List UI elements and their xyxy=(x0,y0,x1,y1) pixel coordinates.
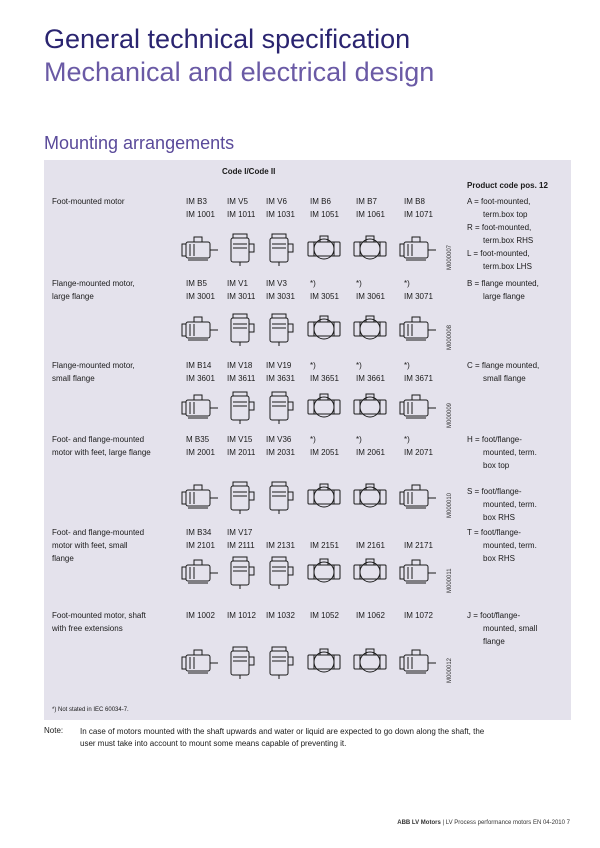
figure-code: M000009 xyxy=(447,402,453,428)
product-code-line: mounted, small xyxy=(483,624,538,633)
mounting-code-ii: IM 1031 xyxy=(266,210,295,219)
row-label: Foot-mounted motor xyxy=(52,197,125,206)
mounting-code-i: *) xyxy=(404,435,410,444)
figure-code: M000012 xyxy=(447,657,453,683)
product-code-line: J = foot/flange- xyxy=(467,611,521,620)
motor-diagram-icon xyxy=(304,312,344,346)
mounting-code-ii: IM 3061 xyxy=(356,292,385,301)
mounting-code-ii: IM 3051 xyxy=(310,292,339,301)
motor-diagram-icon xyxy=(304,645,344,679)
mounting-code-i: IM V15 xyxy=(227,435,253,444)
mounting-code-ii: IM 2101 xyxy=(186,541,215,550)
product-code-line: A = foot-mounted, xyxy=(467,197,531,206)
motor-diagram-icon xyxy=(180,645,220,679)
product-code-line: mounted, term. xyxy=(483,448,537,457)
mounting-code-ii: IM 2111 xyxy=(227,541,255,550)
row-label: Foot-mounted motor, shaft xyxy=(52,611,146,620)
mounting-code-ii: IM 1001 xyxy=(186,210,215,219)
mounting-code-ii: IM 1011 xyxy=(227,210,256,219)
mounting-code-i: IM V18 xyxy=(227,361,253,370)
product-code-line: term.box top xyxy=(483,210,528,219)
mounting-code-ii: IM 3601 xyxy=(186,374,215,383)
mounting-code-ii: IM 2131 xyxy=(266,541,295,550)
mounting-code-i: *) xyxy=(356,361,362,370)
motor-diagram-icon xyxy=(260,645,300,679)
title-line-2: Mechanical and electrical design xyxy=(44,57,435,87)
motor-diagram-icon xyxy=(180,312,220,346)
motor-diagram-icon xyxy=(221,390,261,424)
mounting-code-ii: IM 3631 xyxy=(266,374,295,383)
motor-diagram-icon xyxy=(221,645,261,679)
page-footer xyxy=(397,820,570,826)
mounting-code-ii: IM 3001 xyxy=(186,292,215,301)
mounting-code-i: IM V36 xyxy=(266,435,292,444)
mounting-code-i: *) xyxy=(356,435,362,444)
mounting-code-ii: IM 3031 xyxy=(266,292,295,301)
mounting-code-i: IM 1072 xyxy=(404,611,433,620)
motor-diagram-icon xyxy=(260,480,300,514)
mounting-code-i: *) xyxy=(310,435,316,444)
mounting-code-ii: IM 1071 xyxy=(404,210,433,219)
product-code-line: term.box LHS xyxy=(483,262,532,271)
mounting-code-i: IM V17 xyxy=(227,528,253,537)
code-column-header: Code I/Code II xyxy=(222,167,276,176)
product-code-line: box RHS xyxy=(483,554,516,563)
motor-diagram-icon xyxy=(398,312,438,346)
motor-diagram-icon xyxy=(398,645,438,679)
mounting-code-i: IM B7 xyxy=(356,197,377,206)
product-code-line: mounted, term. xyxy=(483,500,537,509)
motor-diagram-icon xyxy=(180,555,220,589)
figure-code: M000008 xyxy=(447,324,453,350)
footer-text: | LV Process performance motors EN 04-2010 7 xyxy=(440,820,570,826)
motor-diagram-icon xyxy=(260,312,300,346)
motor-diagram-icon xyxy=(304,555,344,589)
mounting-code-ii: IM 2161 xyxy=(356,541,385,550)
motor-diagram-icon xyxy=(350,390,390,424)
motor-diagram-icon xyxy=(398,555,438,589)
mounting-code-i: IM V3 xyxy=(266,279,287,288)
title-line-1: General technical specification xyxy=(44,24,411,54)
motor-diagram-icon xyxy=(350,555,390,589)
row-label: Flange-mounted motor, xyxy=(52,279,135,288)
product-code-line: B = flange mounted, xyxy=(467,279,539,288)
mounting-code-i: IM B3 xyxy=(186,197,207,206)
motor-diagram-icon xyxy=(180,480,220,514)
row-label: motor with feet, large flange xyxy=(52,448,151,457)
figure-code: M000007 xyxy=(447,244,453,270)
mounting-code-i: M B35 xyxy=(186,435,210,444)
note-label: Note: xyxy=(44,726,64,735)
row-label: motor with feet, small xyxy=(52,541,128,550)
mounting-code-ii: IM 3651 xyxy=(310,374,339,383)
mounting-code-ii: IM 2061 xyxy=(356,448,385,457)
motor-diagram-icon xyxy=(304,390,344,424)
section-heading: Mounting arrangements xyxy=(44,133,235,153)
product-code-line: large flange xyxy=(483,292,525,301)
row-label: flange xyxy=(52,554,74,563)
mounting-code-ii: IM 2011 xyxy=(227,448,256,457)
product-code-line: S = foot/flange- xyxy=(467,487,522,496)
row-label: large flange xyxy=(52,292,94,301)
mounting-code-ii: IM 2071 xyxy=(404,448,433,457)
mounting-code-ii: IM 1051 xyxy=(310,210,339,219)
motor-diagram-icon xyxy=(260,232,300,266)
mounting-code-ii: IM 2151 xyxy=(310,541,339,550)
mounting-code-ii: IM 3071 xyxy=(404,292,433,301)
row-label: Foot- and flange-mounted xyxy=(52,528,145,537)
figure-code: M000010 xyxy=(447,492,453,518)
motor-diagram-icon xyxy=(221,480,261,514)
mounting-code-ii: IM 2031 xyxy=(266,448,295,457)
motor-diagram-icon xyxy=(304,232,344,266)
mounting-code-ii: IM 3011 xyxy=(227,292,256,301)
mounting-code-i: IM V1 xyxy=(227,279,248,288)
mounting-code-i: *) xyxy=(356,279,362,288)
motor-diagram-icon xyxy=(221,312,261,346)
mounting-code-i: *) xyxy=(404,361,410,370)
mounting-code-i: *) xyxy=(310,361,316,370)
product-code-line: H = foot/flange- xyxy=(467,435,522,444)
mounting-code-i: IM 1012 xyxy=(227,611,256,620)
mounting-code-i: IM 1032 xyxy=(266,611,295,620)
motor-diagram-icon xyxy=(180,232,220,266)
mounting-code-ii: IM 2001 xyxy=(186,448,215,457)
motor-diagram-icon xyxy=(260,555,300,589)
mounting-code-i: IM V6 xyxy=(266,197,287,206)
product-code-header: Product code pos. 12 xyxy=(467,181,548,190)
note-text: In case of motors mounted with the shaft upwards and water or liquid are expected to go down along the shaft, the user must take into account to mount some means capable of preventing it. xyxy=(80,727,485,748)
product-code-line: small flange xyxy=(483,374,526,383)
mounting-code-i: IM B8 xyxy=(404,197,425,206)
product-code-line: box top xyxy=(483,461,510,470)
mounting-code-i: IM 1052 xyxy=(310,611,339,620)
motor-diagram-icon xyxy=(221,232,261,266)
motor-diagram-icon xyxy=(350,480,390,514)
motor-diagram-icon xyxy=(398,390,438,424)
row-label: small flange xyxy=(52,374,95,383)
row-label: with free extensions xyxy=(52,624,123,633)
mounting-code-i: *) xyxy=(404,279,410,288)
mounting-code-i: *) xyxy=(310,279,316,288)
product-code-line: mounted, term. xyxy=(483,541,537,550)
motor-diagram-icon xyxy=(350,312,390,346)
row-label: Foot- and flange-mounted xyxy=(52,435,145,444)
mounting-code-ii: IM 3661 xyxy=(356,374,385,383)
mounting-code-ii: IM 2051 xyxy=(310,448,339,457)
product-code-line: R = foot-mounted, xyxy=(467,223,532,232)
mounting-code-i: IM V5 xyxy=(227,197,248,206)
footnote: *) Not stated in IEC 60034-7. xyxy=(52,707,129,713)
mounting-code-i: IM V19 xyxy=(266,361,292,370)
motor-diagram-icon xyxy=(398,480,438,514)
motor-diagram-icon xyxy=(398,232,438,266)
product-code-line: flange xyxy=(483,637,505,646)
product-code-line: L = foot-mounted, xyxy=(467,249,530,258)
product-code-line: box RHS xyxy=(483,513,516,522)
mounting-code-ii: IM 3671 xyxy=(404,374,433,383)
product-code-line: term.box RHS xyxy=(483,236,534,245)
product-code-line: C = flange mounted, xyxy=(467,361,540,370)
footer-brand: ABB LV Motors xyxy=(397,820,441,826)
mounting-code-i: IM B6 xyxy=(310,197,331,206)
mounting-code-i: IM 1062 xyxy=(356,611,385,620)
motor-diagram-icon xyxy=(304,480,344,514)
motor-diagram-icon xyxy=(221,555,261,589)
mounting-code-i: IM B14 xyxy=(186,361,212,370)
row-label: Flange-mounted motor, xyxy=(52,361,135,370)
mounting-code-i: IM 1002 xyxy=(186,611,215,620)
mounting-code-ii: IM 2171 xyxy=(404,541,433,550)
motor-diagram-icon xyxy=(350,232,390,266)
motor-diagram-icon xyxy=(260,390,300,424)
mounting-code-i: IM B5 xyxy=(186,279,207,288)
motor-diagram-icon xyxy=(350,645,390,679)
product-code-line: T = foot/flange- xyxy=(467,528,521,537)
motor-diagram-icon xyxy=(180,390,220,424)
mounting-code-i: IM B34 xyxy=(186,528,212,537)
mounting-code-ii: IM 3611 xyxy=(227,374,256,383)
figure-code: M000011 xyxy=(447,568,453,593)
mounting-code-ii: IM 1061 xyxy=(356,210,385,219)
